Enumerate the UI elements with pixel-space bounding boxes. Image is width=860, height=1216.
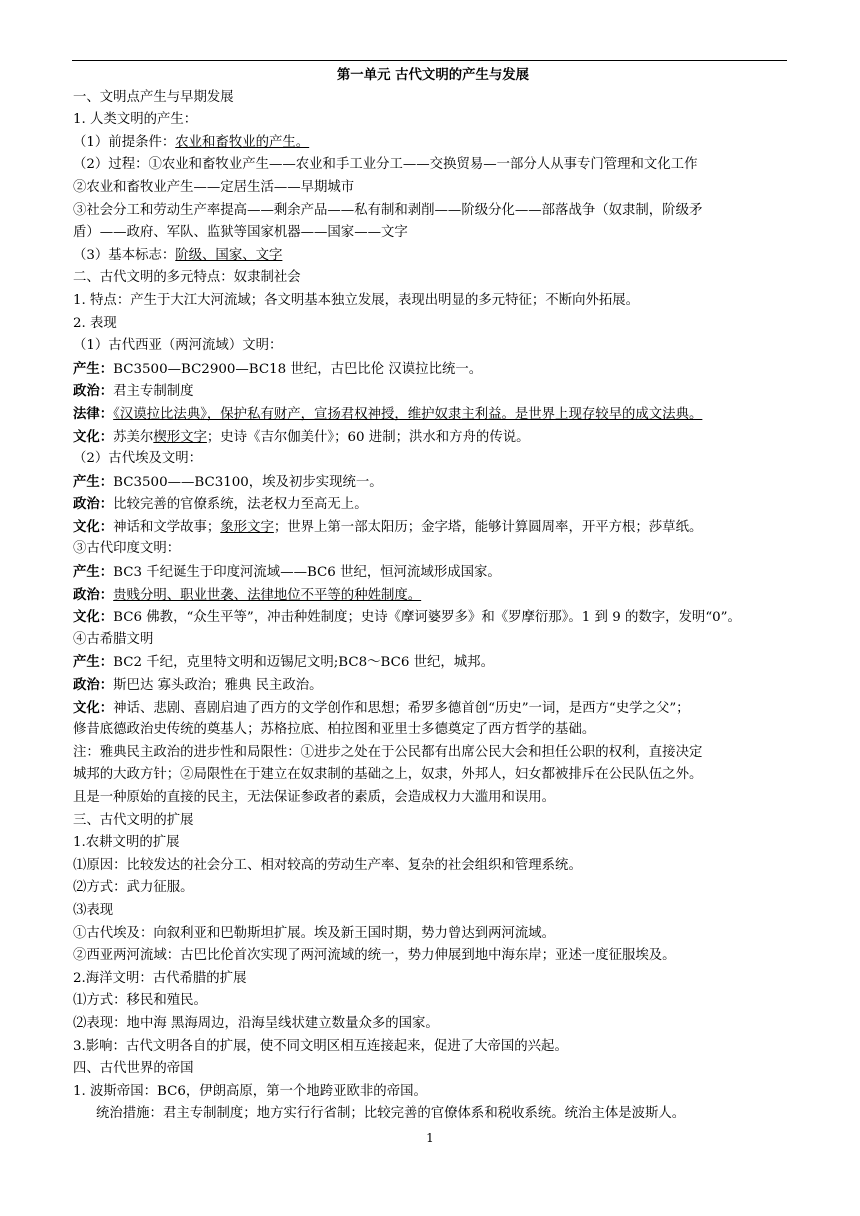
field-label: 文化： <box>73 609 114 626</box>
underlined-text: 《汉谟拉比法典》，保护私有财产，宣扬君权神授，维护奴隶主利益。是世界上现存较早的成文法典。 <box>113 406 703 422</box>
text-line <box>73 403 793 426</box>
text-line <box>73 177 793 200</box>
underlined-text: 贵贱分明、职业世袭、法律地位不平等的种姓制度。 <box>113 587 422 603</box>
text-line <box>73 990 793 1013</box>
underlined-text: 象形文字 <box>220 519 274 535</box>
text-line <box>73 697 793 720</box>
text-line <box>73 538 793 561</box>
text-line <box>73 832 793 855</box>
text-line <box>73 1013 793 1036</box>
text-line <box>73 764 793 787</box>
text-span: 四、古代世界的帝国 <box>73 1061 194 1077</box>
text-span: ④古希腊文明 <box>73 631 154 647</box>
field-label: 文化： <box>73 518 114 535</box>
text-span: BC3500—BC2900—BC18 世纪，古巴比伦 汉谟拉比统一。 <box>113 361 483 377</box>
text-span: ③社会分工和劳动生产率提高——剩余产品——私有制和剥削——阶级分化——部落战争（奴隶制，阶级矛 <box>73 202 703 218</box>
text-span: ⑴方式：移民和殖民。 <box>73 993 207 1009</box>
text-span: 神话、悲剧、喜剧启迪了西方的文学创作和思想；希罗多德首创“历史”一词，是西方“史学之父”； <box>113 700 690 716</box>
text-span: （2）古代埃及文明： <box>73 451 203 467</box>
text-span: 三、古代文明的扩展 <box>73 812 194 828</box>
header-rule <box>72 60 787 61</box>
text-line <box>73 109 793 132</box>
text-line <box>73 877 793 900</box>
text-line <box>73 448 793 471</box>
text-span: 2.海洋文明：古代希腊的扩展 <box>73 970 247 986</box>
field-label: 文化： <box>73 428 114 445</box>
text-span: 注：雅典民主政治的进步性和局限性：①进步之处在于公民都有出席公民大会和担任公职的权利，直接决定 <box>73 744 703 760</box>
text-line <box>73 561 793 584</box>
text-span: ；史诗《吉尔伽美什》；60 进制；洪水和方舟的传说。 <box>206 429 530 445</box>
field-label: 产生： <box>73 360 114 377</box>
text-span: 且是一种原始的直接的民主，无法保证参政者的素质，会造成权力大滥用和误用。 <box>73 790 556 805</box>
field-label: 文化： <box>73 699 114 716</box>
text-line <box>73 290 793 313</box>
text-line <box>73 516 793 539</box>
text-line <box>73 1058 793 1081</box>
text-line <box>73 335 793 358</box>
text-span: ②农业和畜牧业产生——定居生活——早期城市 <box>73 179 355 195</box>
text-span: BC3500——BC3100，埃及初步实现统一。 <box>113 474 383 490</box>
text-span: BC6 佛教，“众生平等”，冲击种姓制度；史诗《摩诃婆罗多》和《罗摩衍那》。1 到 9 的数字，发明“0”。 <box>113 610 741 626</box>
text-line <box>73 222 793 245</box>
text-line <box>73 1036 793 1059</box>
text-span: 盾）——政府、军队、监狱等国家机器——国家——文字 <box>73 225 408 241</box>
text-span: 1. 波斯帝国：BC6，伊朗高原，第一个地跨亚欧非的帝国。 <box>73 1083 427 1099</box>
text-span: （2）过程：①农业和畜牧业产生——农业和手工业分工——交换贸易—一部分人从事专门管理和文化工作 <box>73 157 698 173</box>
text-span: BC2 千纪，克里特文明和迈锡尼文明;BC8～BC6 世纪，城邦。 <box>113 655 494 671</box>
text-span: 一、文明点产生与早期发展 <box>73 89 234 105</box>
underlined-text: 农业和畜牧业的产生。 <box>175 134 310 150</box>
text-line <box>73 810 793 833</box>
text-span: 2. 表现 <box>73 315 117 331</box>
text-line <box>73 900 793 923</box>
field-label: 政治： <box>73 496 114 513</box>
text-span: ；世界上第一部太阳历；金字塔，能够计算圆周率，开平方根；莎草纸。 <box>273 519 703 535</box>
text-line <box>73 1081 793 1104</box>
text-span: 统治措施：君主专制制度；地方实行行省制；比较完善的官僚体系和税收系统。统治主体是波斯人。 <box>96 1106 686 1122</box>
text-line <box>73 651 793 674</box>
text-span: 君主专制制度 <box>113 384 194 400</box>
text-line <box>73 380 793 403</box>
field-label: 政治： <box>73 677 114 694</box>
field-label: 法律： <box>73 405 114 422</box>
text-line <box>73 267 793 290</box>
text-span: BC3 千纪诞生于印度河流域——BC6 世纪，恒河流域形成国家。 <box>113 565 501 581</box>
text-span: 1.农耕文明的扩展 <box>73 835 180 851</box>
text-span: 城邦的大政方针；②局限性在于建立在奴隶制的基础之上，奴隶，外邦人，妇女都被排斥在公民队伍之外。 <box>73 767 703 783</box>
field-label: 产生： <box>73 473 114 490</box>
text-line <box>73 855 793 878</box>
text-span: 苏美尔 <box>113 429 154 445</box>
text-line <box>73 606 793 629</box>
text-span: 1. 人类文明的产生： <box>73 112 198 128</box>
text-span: ⑵方式：武力征服。 <box>73 880 194 896</box>
text-line <box>73 584 793 607</box>
text-line <box>73 742 793 765</box>
text-span: 二、古代文明的多元特点：奴隶制社会 <box>73 270 301 286</box>
text-line <box>73 87 793 110</box>
text-span: （1）古代西亚（两河流域）文明： <box>73 338 283 354</box>
page-title: 第一单元 古代文明的产生与发展 <box>336 67 530 83</box>
text-span: ③古代印度文明： <box>73 541 181 557</box>
text-span: ⑴原因：比较发达的社会分工、相对较高的劳动生产率、复杂的社会组织和管理系统。 <box>73 857 582 873</box>
page-number: 1 <box>426 1131 434 1145</box>
text-line <box>73 471 793 494</box>
text-span: ①古代埃及：向叙利亚和巴勒斯坦扩展。埃及新王国时期，势力曾达到两河流域。 <box>73 925 556 941</box>
text-span: （1）前提条件： <box>73 134 176 150</box>
text-line <box>73 945 793 968</box>
text-line <box>73 629 793 652</box>
text-span: （3）基本标志： <box>73 247 176 263</box>
field-label: 产生： <box>73 564 114 581</box>
text-line <box>73 968 793 991</box>
field-label: 产生： <box>73 654 114 671</box>
text-span: 神话和文学故事； <box>113 519 221 535</box>
field-label: 政治： <box>73 383 114 400</box>
text-line <box>73 200 793 223</box>
text-line <box>73 313 793 336</box>
text-line <box>73 493 793 516</box>
field-label: 政治： <box>73 586 114 603</box>
text-span: 1. 特点：产生于大江大河流域；各文明基本独立发展，表现出明显的多元特征；不断向外拓展。 <box>73 292 640 308</box>
text-line <box>73 426 793 449</box>
text-span: ②西亚两河流域：古巴比伦首次实现了两河流域的统一，势力伸展到地中海东岸；亚述一度征服埃及。 <box>73 948 676 964</box>
text-line <box>73 154 793 177</box>
text-line <box>73 719 793 742</box>
text-span: ⑶表现 <box>73 902 114 918</box>
underlined-text: 阶级、国家、文字 <box>175 247 283 263</box>
text-span: 斯巴达 寡头政治；雅典 民主政治。 <box>113 678 323 694</box>
text-line <box>73 674 793 697</box>
text-line <box>73 132 793 155</box>
underlined-text: 楔形文字 <box>153 429 207 445</box>
text-line <box>73 245 793 268</box>
text-span: ⑵表现：地中海 黑海周边，沿海呈线状建立数量众多的国家。 <box>73 1015 439 1031</box>
text-span: 修昔底德政治史传统的奠基人；苏格拉底、柏拉图和亚里士多德奠定了西方哲学的基础。 <box>73 722 596 738</box>
text-line <box>73 787 793 810</box>
text-line <box>73 358 793 381</box>
text-line <box>73 1103 793 1126</box>
text-span: 3.影响：古代文明各自的扩展，使不同文明区相互连接起来，促进了大帝国的兴起。 <box>73 1038 568 1054</box>
document-body <box>73 64 793 1126</box>
text-span: 比较完善的官僚系统，法老权力至高无上。 <box>113 497 368 513</box>
text-line <box>73 923 793 946</box>
